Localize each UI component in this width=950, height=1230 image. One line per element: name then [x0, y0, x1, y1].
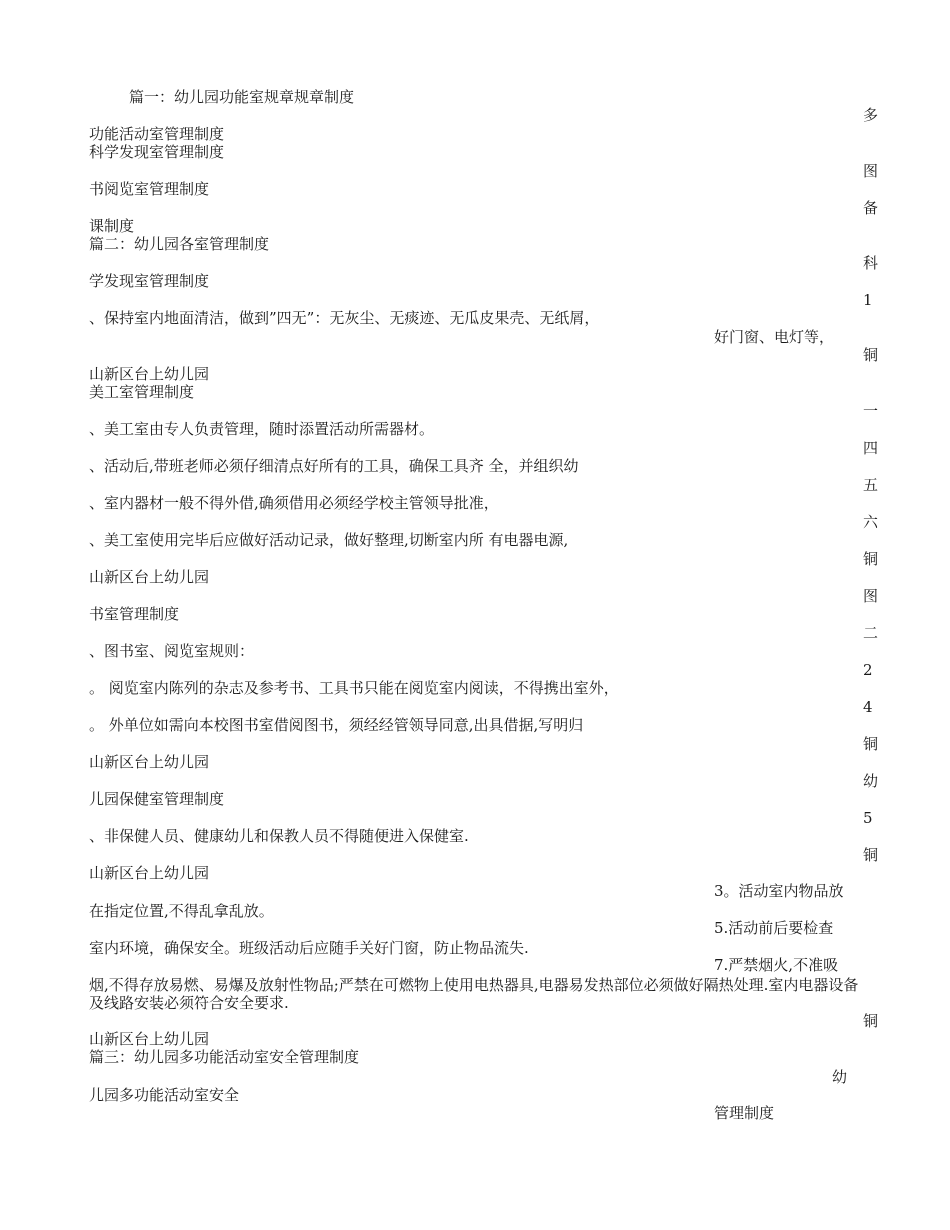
text-line: 科学发现室管理制度: [89, 143, 225, 161]
text-line: 、活动后,带班老师必须仔细清点好所有的工具，确保工具齐 全，并组织幼: [89, 457, 579, 475]
right-fragment: 幼: [832, 1068, 848, 1086]
margin-char: 4: [863, 698, 873, 716]
margin-char: 铜: [863, 346, 879, 364]
text-line: 、非保健人员、健康幼儿和保教人员不得随便进入保健室.: [89, 827, 469, 845]
text-line: 。 阅览室内陈列的杂志及参考书、工具书只能在阅览室内阅读，不得携出室外，: [89, 679, 619, 697]
margin-char: 五: [863, 476, 879, 494]
right-fragment: 3。活动室内物品放: [714, 882, 844, 900]
text-line: 书室管理制度: [89, 605, 180, 623]
text-line: 儿园多功能活动室安全: [89, 1086, 240, 1104]
text-line: 课制度: [89, 217, 135, 235]
doc-heading-part2: 篇二：幼儿园各室管理制度: [89, 235, 270, 253]
text-line: 、美工室使用完毕后应做好活动记录，做好整理,切断室内所 有电器电源,: [89, 531, 569, 549]
right-fragment: 7.严禁烟火,不准吸: [714, 956, 839, 974]
text-line: 。 外单位如需向本校图书室借阅图书，须经经管领导同意,出具借据,写明归: [89, 716, 584, 734]
margin-char: 2: [863, 661, 873, 679]
text-line: 、图书室、阅览室规则：: [89, 642, 255, 660]
doc-heading-part3: 篇三：幼儿园多功能活动室安全管理制度: [89, 1048, 360, 1066]
text-line: 山新区台上幼儿园: [89, 864, 210, 882]
margin-char: 四: [863, 439, 879, 457]
margin-char: 铜: [863, 735, 879, 753]
margin-char: 二: [863, 624, 879, 642]
text-paragraph: 烟,不得存放易燃、易爆及放射性物品;严禁在可燃物上使用电热器具,电器易发热部位必须做好隔热处理.室内电器设备及线路安装必须符合安全要求.: [89, 976, 859, 1012]
text-line: 山新区台上幼儿园: [89, 1030, 210, 1048]
margin-char: 幼: [863, 772, 879, 790]
margin-char: 5: [863, 809, 873, 827]
right-fragment: 管理制度: [714, 1104, 775, 1122]
text-line: 室内环境，确保安全。班级活动后应随手关好门窗，防止物品流失.: [89, 939, 529, 957]
margin-char: 多: [863, 106, 879, 124]
text-line: 书阅览室管理制度: [89, 180, 210, 198]
margin-char: 图: [863, 162, 879, 180]
margin-char: 备: [863, 199, 879, 217]
right-fragment: 好门窗、电灯等，: [714, 328, 835, 346]
margin-char: 六: [863, 513, 879, 531]
margin-char: 铜: [863, 846, 879, 864]
text-line: 、美工室由专人负责管理，随时添置活动所需器材。: [89, 420, 435, 438]
text-line: 、室内器材一般不得外借,确须借用必须经学校主管领导批准，: [89, 494, 499, 512]
text-line: 学发现室管理制度: [89, 272, 210, 290]
margin-char: 铜: [863, 550, 879, 568]
margin-char: 科: [863, 254, 879, 272]
text-line: 在指定位置,不得乱拿乱放。: [89, 902, 274, 920]
margin-char: 图: [863, 587, 879, 605]
margin-char: 一: [863, 402, 879, 420]
text-line: 山新区台上幼儿园: [89, 365, 210, 383]
text-line: 美工室管理制度: [89, 383, 195, 401]
right-fragment: 5.活动前后要检查: [714, 919, 834, 937]
text-line: 功能活动室管理制度: [89, 125, 225, 143]
margin-char: 1: [863, 291, 873, 309]
text-line: 、保持室内地面清洁，做到”四无”：无灰尘、无痰迹、无瓜皮果壳、无纸屑，: [89, 309, 600, 327]
text-line: 山新区台上幼儿园: [89, 753, 210, 771]
margin-char: 铜: [863, 1012, 879, 1030]
doc-heading-part1: 篇一：幼儿园功能室规章规章制度: [129, 88, 355, 106]
text-line: 山新区台上幼儿园: [89, 568, 210, 586]
text-line: 儿园保健室管理制度: [89, 790, 225, 808]
